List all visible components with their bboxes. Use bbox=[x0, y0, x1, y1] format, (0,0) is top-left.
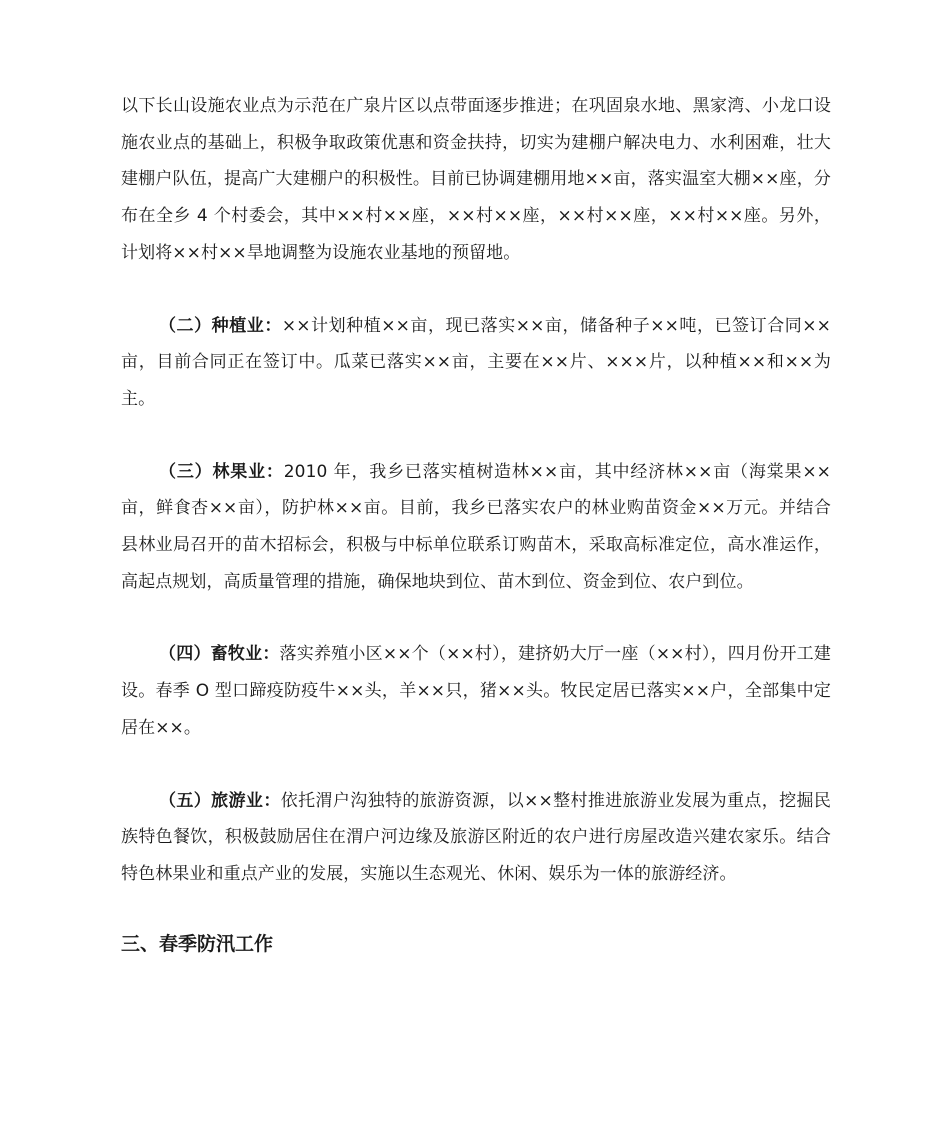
paragraph-lead: （二）种植业： bbox=[159, 315, 282, 336]
paragraph-lead: （三）林果业： bbox=[159, 461, 284, 482]
paragraph-forestry-fruit bbox=[121, 454, 831, 601]
section-heading: 三、春季防汛工作 bbox=[121, 932, 274, 955]
paragraph-text: ××计划种植××亩，现已落实××亩，储备种子××吨，已签订合同××亩，目前合同正在签订中。瓜菜已落实××亩，主要在××片、×××片，以种植××和××为主。 bbox=[121, 315, 831, 409]
paragraph-lead: （四）畜牧业： bbox=[159, 644, 280, 665]
paragraph-text: 以下长山设施农业点为示范在广泉片区以点带面逐步推进；在巩固泉水地、黑家湾、小龙口设施农业点的基础上，积极争取政策优惠和资金扶持，切实为建棚户解决电力、水利困难，壮大建棚户队伍，提高广大建棚户的积极性。目前已协调建棚用地××亩，落实温室大棚××座，分布在全乡 4 个村委会，其中××村××座，××村××座，××村××座，××村××座。另外，计划将××村××旱地调整为设施农业基地的预留地。 bbox=[121, 96, 831, 263]
paragraph-livestock bbox=[121, 636, 831, 746]
paragraph-text: 2010 年，我乡已落实植树造林××亩，其中经济林××亩（海棠果××亩，鲜食杏××亩），防护林××亩。目前，我乡已落实农户的林业购苗资金××万元。并结合县林业局召开的苗木招标会，积极与中标单位联系订购苗木，采取高标准定位，高水准运作，高起点规划，高质量管理的措施，确保地块到位、苗木到位、资金到位、农户到位。 bbox=[121, 461, 832, 592]
paragraph-text: 落实养殖小区××个（××村），建挤奶大厅一座（××村），四月份开工建设。春季 O 型口蹄疫防疫牛××头，羊××只，猪××头。牧民定居已落实××户，全部集中定居在××。 bbox=[121, 644, 831, 738]
paragraph-lead: （五）旅游业： bbox=[159, 790, 281, 811]
document-body bbox=[121, 88, 831, 959]
paragraph-facility-agriculture bbox=[121, 88, 831, 272]
paragraph-text: 依托渭户沟独特的旅游资源，以××整村推进旅游业发展为重点，挖掘民族特色餐饮，积极鼓励居住在渭户河边缘及旅游区附近的农户进行房屋改造兴建农家乐。结合特色林果业和重点产业的发展，实施以生态观光、休闲、娱乐为一体的旅游经济。 bbox=[121, 790, 832, 884]
paragraph-tourism bbox=[121, 783, 831, 893]
paragraph-planting bbox=[121, 308, 831, 418]
